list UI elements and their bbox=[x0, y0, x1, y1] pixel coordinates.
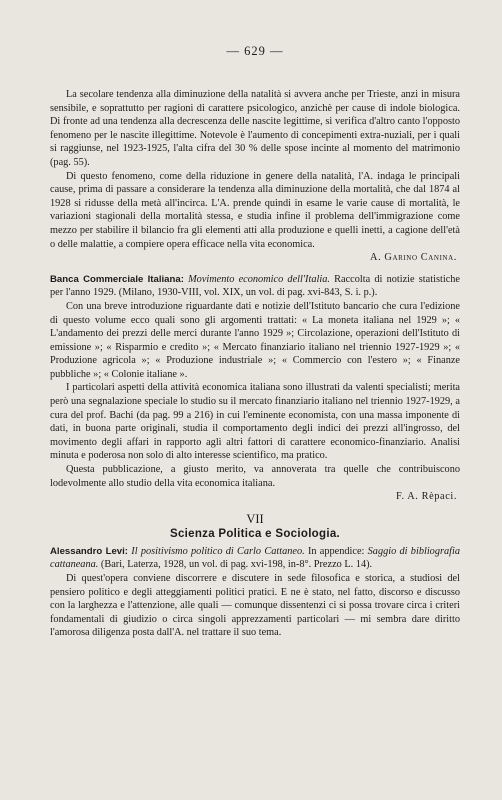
review-title: Il positivismo politico di Carlo Cattaneo. bbox=[131, 545, 305, 557]
review-author: Alessandro Levi: bbox=[50, 545, 129, 557]
review-heading bbox=[50, 545, 460, 572]
review-details: Raccolta di notizie statistiche per l'anno 1929. (Milano, 1930-VIII, vol. XIX, un vol. di pag. xvi-843, S. i. p.). bbox=[50, 273, 460, 299]
paragraph: Di questo fenomeno, come della riduzione in genere della natalità, l'A. indaga le principali cause, prima di passare a considerare la tendenza alla diminuzione della mortalità, che dal 1874 al 1928 si ridusse della metà all'incirca. L'A. prende quindi in esame le varie cause di mortalità, le variazioni stagionali della mortalità stessa, e studia infine il problema dell'immigrazione come mezzo per stabilire il bilancio fra gli elementi atti alla produzione e quelli inetti, a cagione dell'età o delle malattie, a compiere opera efficace nella vita economica. bbox=[50, 170, 460, 250]
review-title: Movimento economico dell'Italia. bbox=[188, 273, 330, 285]
review-details: In appendice: bbox=[304, 545, 368, 557]
paragraph: I particolari aspetti della attività economica italiana sono illustrati da valenti specialisti; merita però una segnalazione speciale lo studio su il mercato finanziario italiano nel triennio 1927-1929, a cura del prof. Bachi (da pag. 99 a 216) in cui l'eminente economista, con una massa imponente di dati, in buona parte originali, studia il comportamento degli indici dei prezzi all'ingrosso, del movimento degli affari in rapporto agli altri fattori di carattere economico-finanziario. Analisi minuta e poderosa non solo di alto interesse scientifico, ma pratico. bbox=[50, 382, 460, 462]
review-details: (Bari, Laterza, 1928, un vol. di pag. xvi-198, in-8°. Prezzo L. 14). bbox=[98, 559, 373, 571]
paragraph: Questa pubblicazione, a giusto merito, va annoverata tra quelle che contribuiscono lodevolmente allo studio della vita economica italiana. bbox=[50, 464, 460, 489]
paragraph: La secolare tendenza alla diminuzione della natalità si avvera anche per Trieste, anzi in misura sensibile, e soprattutto per ragioni di carattere psicologico, anzichè per cause di indole biologica. Di fronte ad una tendenza alla decrescenza delle nascite legittime, si verifica d'altro canto l'opposto fenomeno per le nascite illegittime. Notevole è l'aumento di concepimenti extra-nuziali, per i quali si raggiunse, nel 1923-1925, l'alta cifra del 30 % delle spose incinte al momento del matrimonio (pag. 55). bbox=[50, 89, 460, 168]
section-number: VII bbox=[246, 511, 264, 526]
review-author: Banca Commerciale Italiana: bbox=[50, 273, 184, 285]
review-heading bbox=[50, 273, 460, 300]
signature: F. A. Rèpaci. bbox=[395, 491, 457, 503]
signature: A. Garino Canina. bbox=[370, 252, 457, 264]
paragraph: Di quest'opera conviene discorrere e discutere in sede filosofica e storica, a studiosi del pensiero politico e degli atteggiamenti politici pratici. E ne è stato, nel fatto, discorso e discusso con la larghezza e l'attenzione, alle quali — comunque dissentenzi ci si possa trovare circa i criteri fondamentali di giudizio o circa singoli apprezzamenti particolari — mi sembra dare diritto l'amorosa diligenza posta dall'A. nel trattare il suo tema. bbox=[50, 573, 460, 639]
review-appendix-title: Saggio di bibliografia cattaneana. bbox=[50, 545, 461, 571]
section-title: Scienza Politica e Sociologia. bbox=[169, 527, 341, 540]
page-number: — 629 — bbox=[226, 44, 284, 58]
paragraph: Con una breve introduzione riguardante dati e notizie dell'Istituto bancario che cura l'edizione di questo volume ecco quali sono gli argomenti trattati: « La moneta italiana nel 1929 »; « L'andamento dei prezzi delle merci durante l'anno 1929 »; Circolazione, operazioni dell'Istituto di emissione »; « Risparmio e credito »; « Mercato finanziario italiano nel triennio 1927-1929 »; « Produzione agricola »; « Produzione industriale »; « Commercio con l'estero »; « Finanze pubbliche »; « Colonie italiane ». bbox=[50, 300, 460, 380]
